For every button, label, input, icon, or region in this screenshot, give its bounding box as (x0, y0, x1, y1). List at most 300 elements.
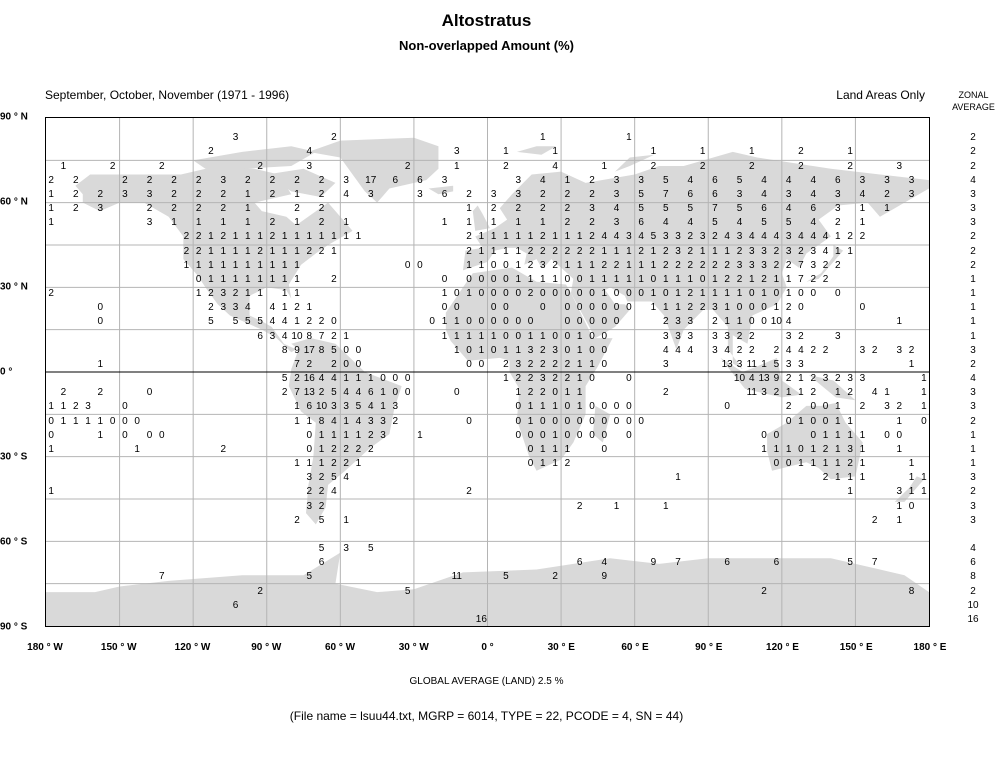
grid-value: 0 (785, 415, 792, 427)
grid-value: 1 (343, 330, 349, 342)
grid-value: 1 (478, 259, 485, 271)
grid-value: 4 (822, 245, 829, 257)
grid-value: 0 (515, 330, 521, 342)
grid-value: 1 (576, 259, 583, 271)
grid-value: 1 (540, 217, 546, 229)
grid-value: 13 (758, 373, 770, 385)
grid-value: 4 (785, 174, 792, 186)
grid-value: 2 (576, 245, 583, 257)
grid-value: 1 (650, 302, 657, 314)
grid-value: 2 (540, 203, 546, 215)
grid-value: 2 (822, 273, 829, 285)
grid-value: 1 (232, 273, 239, 285)
grid-value: 0 (552, 288, 558, 300)
grid-value: 1 (724, 316, 730, 328)
grid-value: 1 (134, 443, 140, 455)
grid-value: 6 (761, 203, 767, 215)
grid-value: 1 (527, 401, 534, 413)
grid-value: 1 (884, 203, 890, 215)
grid-value: 5 (662, 174, 669, 186)
grid-value: 1 (48, 486, 54, 498)
grid-value: 7 (798, 259, 804, 271)
zonal-average-value: 3 (970, 472, 976, 484)
grid-value: 4 (306, 146, 313, 158)
grid-value: 0 (490, 259, 497, 271)
grid-value: 1 (294, 288, 300, 300)
grid-value: 4 (724, 231, 730, 243)
grid-value: 2 (699, 302, 706, 314)
grid-value: 2 (503, 160, 509, 172)
grid-value: 1 (662, 302, 669, 314)
grid-value: 0 (835, 288, 841, 300)
longitude-label: 180 ° E (913, 642, 947, 653)
grid-value: 1 (626, 259, 632, 271)
grid-value: 1 (355, 458, 362, 470)
grid-value: 2 (195, 188, 202, 200)
grid-value: 3 (859, 373, 866, 385)
grid-value: 2 (662, 316, 669, 328)
grid-value: 1 (896, 415, 903, 427)
grid-value: 0 (306, 429, 313, 441)
grid-value: 1 (478, 330, 485, 342)
grid-value: 1 (257, 288, 263, 300)
grid-value: 2 (564, 373, 571, 385)
grid-value: 2 (306, 358, 313, 370)
grid-value: 1 (908, 458, 915, 470)
grid-value: 0 (503, 273, 509, 285)
zonal-average-value: 2 (970, 486, 976, 498)
grid-value: 3 (589, 203, 595, 215)
grid-value: 9 (601, 571, 608, 583)
grid-value: 3 (613, 174, 620, 186)
grid-value: 1 (60, 160, 67, 172)
grid-value: 1 (847, 486, 853, 498)
grid-value: 3 (269, 330, 276, 342)
grid-value: 1 (576, 358, 583, 370)
grid-value: 3 (613, 188, 620, 200)
grid-value: 1 (576, 401, 583, 413)
grid-value: 1 (441, 288, 448, 300)
grid-value: 2 (785, 401, 792, 413)
grid-value: 7 (294, 387, 300, 399)
grid-value: 1 (478, 231, 485, 243)
grid-value: 3 (712, 330, 718, 342)
grid-value: 2 (564, 358, 571, 370)
grid-value: 3 (220, 174, 226, 186)
grid-value: 1 (478, 344, 485, 356)
zonal-average-value: 8 (970, 571, 976, 583)
grid-value: 3 (515, 358, 521, 370)
grid-value: 4 (343, 387, 349, 399)
grid-value: 5 (355, 401, 362, 413)
grid-value: 4 (736, 217, 743, 229)
grid-value: 3 (896, 486, 903, 498)
grid-value: 3 (515, 174, 521, 186)
grid-value: 0 (466, 358, 472, 370)
grid-value: 17 (365, 174, 377, 186)
grid-value: 3 (835, 188, 841, 200)
grid-value: 5 (232, 316, 239, 328)
longitude-label: 90 ° E (695, 642, 723, 653)
zonal-average-value: 2 (970, 146, 976, 158)
grid-value: 3 (736, 259, 743, 271)
grid-value: 2 (294, 302, 300, 314)
grid-value: 1 (712, 245, 718, 257)
grid-value: 1 (650, 259, 657, 271)
longitude-label: 150 ° W (100, 642, 137, 653)
grid-value: 1 (564, 174, 571, 186)
grid-value: 3 (343, 401, 349, 413)
grid-value: 5 (736, 174, 743, 186)
grid-value: 10 (733, 373, 746, 385)
grid-value: 4 (662, 217, 669, 229)
grid-value: 4 (810, 231, 816, 243)
grid-value: 0 (601, 316, 608, 328)
grid-value: 2 (195, 231, 202, 243)
grid-value: 6 (712, 174, 718, 186)
grid-value: 7 (871, 557, 878, 569)
grid-value: 0 (392, 387, 399, 399)
grid-value: 3 (822, 373, 829, 385)
grid-value: 2 (171, 174, 177, 186)
grid-value: 3 (675, 316, 681, 328)
grid-value: 4 (331, 415, 337, 427)
grid-value: 0 (699, 273, 706, 285)
grid-value: 2 (687, 259, 694, 271)
grid-value: 1 (921, 486, 927, 498)
grid-value: 11 (746, 387, 757, 399)
grid-value: 3 (306, 500, 313, 512)
grid-value: 5 (367, 543, 374, 555)
grid-value: 1 (220, 273, 226, 285)
grid-value: 3 (343, 174, 349, 186)
grid-value: 0 (896, 429, 903, 441)
grid-value: 4 (761, 174, 767, 186)
grid-value: 1 (503, 344, 509, 356)
longitude-label: 60 ° E (621, 642, 649, 653)
grid-value: 0 (613, 415, 620, 427)
grid-value: 0 (97, 316, 104, 328)
grid-value: 1 (859, 203, 866, 215)
grid-value: 0 (736, 302, 743, 314)
grid-value: 1 (552, 429, 558, 441)
grid-value: 2 (687, 231, 694, 243)
zonal-average-value: 2 (970, 358, 976, 370)
zonal-average-value: 3 (970, 514, 976, 526)
grid-value: 2 (798, 146, 804, 158)
grid-value: 6 (367, 387, 374, 399)
grid-value: 3 (232, 132, 239, 144)
zonal-average-value: 1 (970, 429, 976, 441)
grid-value: 2 (871, 344, 878, 356)
longitude-label: 60 ° W (324, 642, 356, 653)
grid-value: 2 (122, 174, 128, 186)
longitude-label: 90 ° W (251, 642, 282, 653)
grid-value: 2 (589, 188, 595, 200)
grid-value: 2 (835, 373, 841, 385)
grid-value: 2 (871, 514, 878, 526)
grid-value: 0 (355, 358, 362, 370)
grid-value: 1 (626, 245, 632, 257)
grid-value: 2 (466, 231, 472, 243)
grid-value: 1 (48, 443, 54, 455)
grid-value: 0 (527, 429, 534, 441)
grid-value: 1 (908, 358, 915, 370)
grid-value: 2 (97, 387, 104, 399)
grid-value: 2 (748, 330, 755, 342)
grid-value: 3 (712, 302, 718, 314)
grid-value: 6 (687, 188, 694, 200)
grid-value: 1 (601, 245, 608, 257)
grid-value: 0 (564, 288, 571, 300)
grid-value: 2 (97, 188, 104, 200)
grid-value: 2 (908, 344, 915, 356)
grid-value: 4 (859, 188, 866, 200)
grid-value: 0 (540, 429, 546, 441)
grid-value: 1 (921, 387, 927, 399)
grid-value: 3 (392, 401, 399, 413)
grid-value: 4 (822, 231, 829, 243)
grid-value: 2 (822, 443, 829, 455)
grid-value: 17 (303, 344, 315, 356)
grid-value: 2 (847, 160, 853, 172)
grid-value: 0 (650, 273, 657, 285)
grid-value: 0 (601, 344, 608, 356)
grid-value: 1 (466, 288, 472, 300)
latitude-label: 60 ° N (0, 196, 28, 208)
grid-value: 3 (748, 259, 755, 271)
grid-value: 3 (884, 401, 890, 413)
grid-value: 3 (515, 188, 521, 200)
grid-value: 0 (589, 302, 595, 314)
grid-value: 2 (785, 302, 792, 314)
grid-value: 2 (318, 500, 325, 512)
grid-value: 2 (736, 245, 743, 257)
grid-value: 2 (540, 344, 546, 356)
grid-value: 2 (48, 288, 54, 300)
grid-value: 1 (564, 387, 571, 399)
grid-value: 2 (183, 231, 190, 243)
grid-value: 1 (503, 373, 509, 385)
grid-value: 2 (540, 231, 546, 243)
grid-value: 0 (564, 302, 571, 314)
grid-value: 1 (490, 217, 497, 229)
grid-value: 1 (515, 217, 521, 229)
grid-value: 2 (564, 217, 571, 229)
grid-value: 1 (699, 288, 706, 300)
grid-value: 7 (712, 203, 718, 215)
grid-value: 7 (318, 330, 325, 342)
grid-value: 1 (245, 231, 251, 243)
grid-value: 1 (294, 217, 300, 229)
grid-value: 2 (576, 500, 583, 512)
grid-value: 1 (331, 245, 337, 257)
grid-value: 0 (515, 415, 521, 427)
grid-value: 0 (626, 288, 632, 300)
grid-value: 5 (318, 514, 325, 526)
grid-value: 3 (380, 415, 386, 427)
longitude-label: 30 ° E (547, 642, 575, 653)
grid-value: 1 (355, 373, 362, 385)
grid-value: 6 (232, 599, 239, 611)
grid-value: 3 (380, 429, 386, 441)
grid-value: 0 (773, 458, 780, 470)
grid-value: 0 (417, 259, 423, 271)
grid-value: 1 (269, 273, 276, 285)
chart-title: Altostratus (441, 11, 532, 30)
grid-value: 4 (724, 344, 730, 356)
grid-value: 1 (281, 302, 288, 314)
grid-value: 0 (576, 302, 583, 314)
grid-value: 0 (490, 288, 497, 300)
grid-value: 1 (785, 273, 792, 285)
grid-value: 1 (208, 231, 214, 243)
grid-value: 1 (515, 344, 521, 356)
grid-value: 0 (662, 288, 669, 300)
grid-value: 2 (404, 160, 411, 172)
grid-value: 1 (613, 273, 620, 285)
grid-value: 2 (232, 288, 239, 300)
grid-value: 2 (220, 188, 226, 200)
grid-value: 1 (847, 245, 853, 257)
grid-value: 3 (835, 203, 841, 215)
grid-value: 2 (343, 443, 349, 455)
grid-value: 0 (564, 401, 571, 413)
grid-value: 1 (589, 259, 595, 271)
grid-value: 1 (552, 146, 558, 158)
zonal-average-value: 4 (970, 373, 976, 385)
zonal-average-value: 3 (970, 387, 976, 399)
longitude-label: 150 ° E (839, 642, 873, 653)
grid-value: 1 (281, 231, 288, 243)
grid-value: 2 (736, 344, 743, 356)
zonal-average-value: 1 (970, 288, 976, 300)
zonal-average-header (950, 89, 997, 113)
grid-value: 0 (589, 429, 595, 441)
grid-value: 4 (269, 316, 276, 328)
grid-value: 1 (343, 217, 349, 229)
grid-value: 1 (552, 458, 558, 470)
grid-value: 7 (294, 358, 300, 370)
grid-value: 1 (503, 231, 509, 243)
grid-value: 0 (564, 415, 571, 427)
grid-value: 2 (810, 273, 816, 285)
grid-value: 1 (331, 429, 337, 441)
longitude-label: 120 ° W (174, 642, 211, 653)
grid-value: 3 (712, 344, 718, 356)
grid-value: 2 (306, 316, 313, 328)
grid-value: 5 (404, 585, 411, 597)
grid-value: 2 (269, 217, 276, 229)
grid-value: 0 (761, 302, 767, 314)
grid-value: 1 (552, 443, 558, 455)
grid-value: 0 (478, 316, 485, 328)
grid-value: 2 (171, 188, 177, 200)
longitude-label: 30 ° W (398, 642, 429, 653)
grid-value: 3 (761, 387, 767, 399)
grid-value: 1 (220, 245, 226, 257)
grid-value: 2 (552, 373, 558, 385)
grid-value: 2 (662, 259, 669, 271)
grid-value: 3 (417, 188, 423, 200)
grid-value: 2 (318, 245, 325, 257)
grid-value: 3 (748, 245, 755, 257)
grid-value: 2 (294, 174, 300, 186)
zonal-average-value: 1 (970, 330, 976, 342)
grid-value: 2 (466, 486, 472, 498)
grid-value: 2 (466, 245, 472, 257)
grid-value: 2 (552, 571, 558, 583)
grid-value: 1 (859, 217, 866, 229)
grid-value: 2 (331, 330, 337, 342)
grid-value: 2 (810, 387, 816, 399)
grid-value: 2 (527, 259, 534, 271)
grid-value: 1 (294, 458, 300, 470)
grid-value: 1 (466, 330, 472, 342)
grid-value: 2 (331, 132, 337, 144)
world-map (45, 117, 930, 627)
grid-value: 5 (503, 571, 509, 583)
zonal-average-value: 1 (970, 316, 976, 328)
grid-value: 4 (810, 174, 816, 186)
grid-value: 2 (72, 203, 79, 215)
zonal-average-value: 2 (970, 259, 976, 271)
grid-value: 1 (220, 259, 226, 271)
grid-value: 13 (303, 387, 315, 399)
grid-value: 2 (318, 486, 325, 498)
grid-value: 2 (798, 245, 804, 257)
grid-value: 2 (294, 514, 300, 526)
grid-value: 1 (515, 245, 521, 257)
grid-value: 5 (331, 472, 337, 484)
zonal-average-value: 1 (970, 302, 976, 314)
grid-value: 2 (773, 259, 780, 271)
grid-value: 1 (773, 302, 780, 314)
grid-value: 0 (134, 415, 140, 427)
grid-value: 3 (122, 188, 128, 200)
grid-value: 3 (687, 330, 694, 342)
grid-value: 1 (589, 273, 595, 285)
grid-value: 1 (343, 373, 349, 385)
grid-value: 1 (355, 231, 362, 243)
grid-value: 1 (343, 231, 349, 243)
grid-value: 3 (343, 543, 349, 555)
grid-value: 0 (343, 358, 349, 370)
grid-value: 3 (662, 330, 669, 342)
grid-value: 3 (908, 188, 915, 200)
grid-value: 1 (466, 217, 472, 229)
grid-value: 2 (306, 486, 313, 498)
grid-value: 1 (208, 273, 214, 285)
grid-value: 0 (626, 415, 632, 427)
grid-value: 2 (712, 316, 718, 328)
grid-value: 1 (294, 401, 300, 413)
grid-value: 1 (318, 231, 325, 243)
grid-value: 0 (589, 344, 595, 356)
grid-value: 1 (835, 245, 841, 257)
grid-value: 0 (589, 415, 595, 427)
grid-value: 1 (453, 330, 460, 342)
grid-value: 5 (712, 217, 718, 229)
grid-value: 1 (208, 259, 214, 271)
grid-value: 0 (822, 415, 829, 427)
zonal-average-value: 3 (970, 217, 976, 229)
grid-value: 4 (552, 160, 558, 172)
grid-value: 3 (306, 472, 313, 484)
grid-value: 4 (245, 302, 251, 314)
grid-value: 1 (908, 472, 915, 484)
grid-value: 1 (441, 217, 448, 229)
